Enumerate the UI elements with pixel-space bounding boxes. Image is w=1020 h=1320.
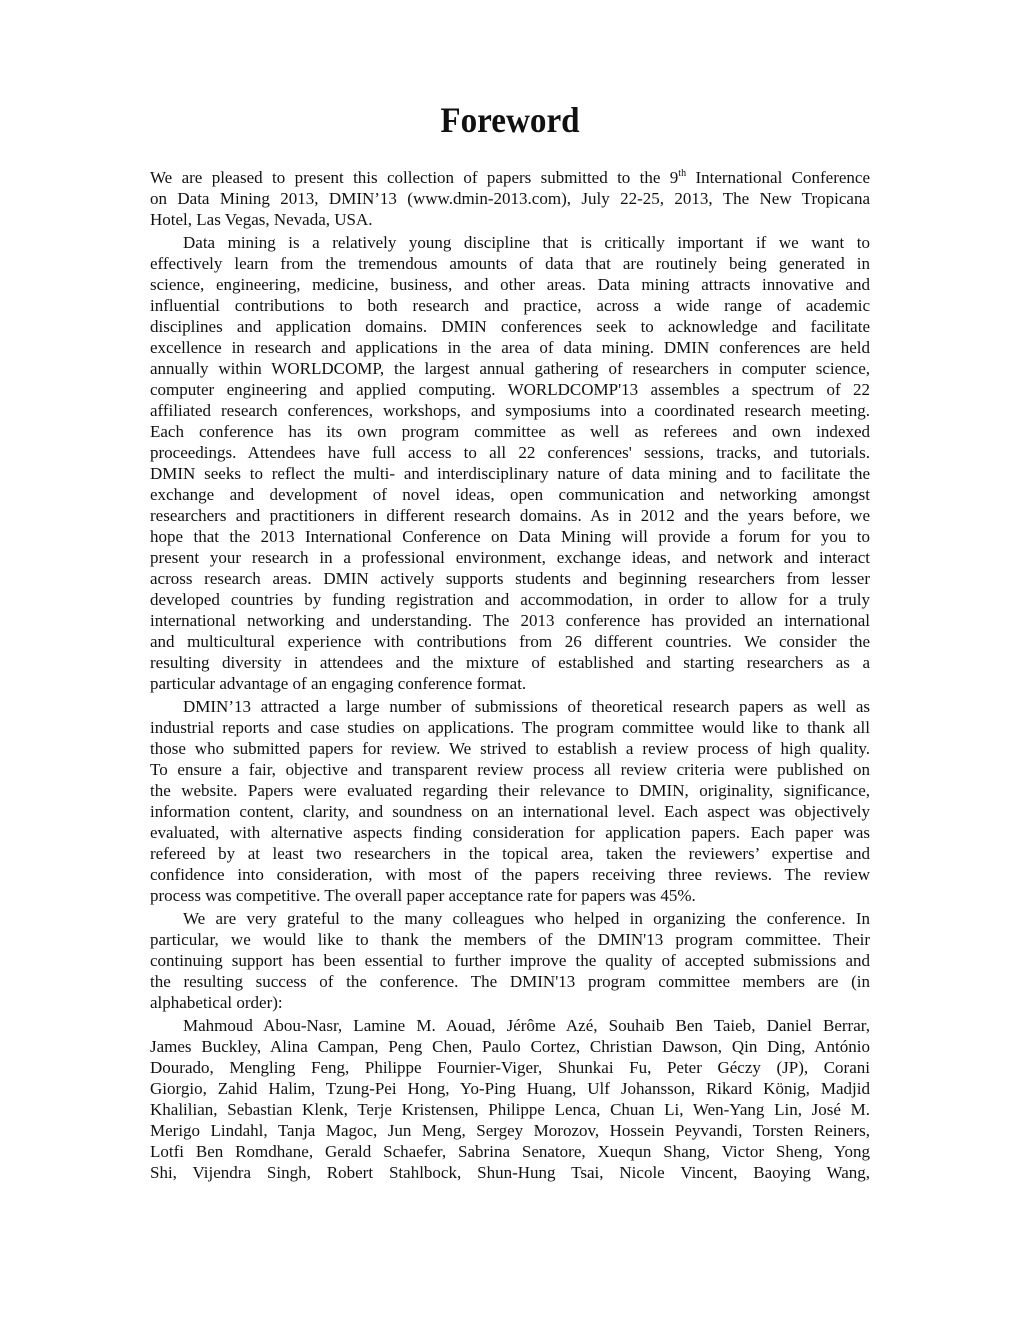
paragraph-committee-members [150, 1015, 870, 1183]
text-line: James Buckley, Alina Campan, Peng Chen, Paulo Cortez, Christian Dawson, Qin Ding, António [150, 1037, 870, 1056]
text-line: present your research in a professional environment, exchange ideas, and network and interact [150, 548, 870, 567]
text-line: Data mining is a relatively young discipline that is critically important if we want to [183, 233, 870, 252]
text-line: excellence in research and applications in the area of data mining. DMIN conferences are held [150, 338, 870, 357]
text-line: DMIN seeks to reflect the multi- and interdisciplinary nature of data mining and to facilitate the [150, 464, 870, 483]
text-line: and multicultural experience with contributions from 26 different countries. We consider the [150, 632, 870, 651]
text-line: confidence into consideration, with most of the papers receiving three reviews. The review [150, 865, 870, 884]
text-line: particular advantage of an engaging conference format. [150, 674, 527, 693]
text-line: alphabetical order): [150, 993, 283, 1012]
text-line: Giorgio, Zahid Halim, Tzung-Pei Hong, Yo-Ping Huang, Ulf Johansson, Rikard König, Madjid [150, 1079, 870, 1098]
text-line: developed countries by funding registration and accommodation, in order to allow for a truly [150, 590, 870, 609]
text-line: We are pleased to present this collection of papers submitted to the 9th International Conference [150, 168, 870, 187]
text-line: proceedings. Attendees have full access to all 22 conferences' sessions, tracks, and tutorials. [150, 443, 870, 462]
text-line: influential contributions to both research and practice, across a wide range of academic [150, 296, 870, 315]
text-line: researchers and practitioners in different research domains. As in 2012 and the years before, we [150, 506, 870, 525]
text-line: evaluated, with alternative aspects finding consideration for application papers. Each paper was [150, 823, 870, 842]
text-line: refereed by at least two researchers in the topical area, taken the reviewers’ expertise and [150, 844, 870, 863]
page-title: Foreword [440, 100, 580, 140]
paragraph-intro [150, 167, 870, 230]
text-line: Hotel, Las Vegas, Nevada, USA. [150, 210, 373, 229]
paragraph-thanks [150, 908, 870, 1013]
text-line: those who submitted papers for review. We strived to establish a review process of high quality. [150, 739, 870, 758]
text-line: Lotfi Ben Romdhane, Gerald Schaefer, Sabrina Senatore, Xuequn Shang, Victor Sheng, Yong [150, 1142, 870, 1161]
text-line: international networking and understanding. The 2013 conference has provided an international [150, 611, 870, 630]
text-line: across research areas. DMIN actively supports students and beginning researchers from lesser [150, 569, 870, 588]
text-line: Khalilian, Sebastian Klenk, Terje Kristensen, Philippe Lenca, Chuan Li, Wen-Yang Lin, José M. [150, 1100, 870, 1119]
text-line: exchange and development of novel ideas, open communication and networking amongst [150, 485, 870, 504]
text-line: Each conference has its own program committee as well as referees and own indexed [150, 422, 870, 441]
text-line: Dourado, Mengling Feng, Philippe Fournier-Viger, Shunkai Fu, Peter Géczy (JP), Corani [150, 1058, 870, 1077]
text-line: To ensure a fair, objective and transparent review process all review criteria were published on [150, 760, 870, 779]
text-line: information content, clarity, and soundness on an international level. Each aspect was objectively [150, 802, 870, 821]
text-line: process was competitive. The overall paper acceptance rate for papers was 45%. [150, 886, 696, 905]
text-line: hope that the 2013 International Conference on Data Mining will provide a forum for you to [150, 527, 870, 546]
text-line: computer engineering and applied computing. WORLDCOMP'13 assembles a spectrum of 22 [150, 380, 870, 399]
text-line: the resulting success of the conference. The DMIN'13 program committee members are (in [150, 972, 870, 991]
paragraph-review-process [150, 696, 870, 906]
text-line: effectively learn from the tremendous amounts of data that are routinely being generated in [150, 254, 870, 273]
text-line: We are very grateful to the many colleagues who helped in organizing the conference. In [183, 909, 870, 928]
text-line: the website. Papers were evaluated regarding their relevance to DMIN, originality, significance, [150, 781, 870, 800]
text-line: continuing support has been essential to further improve the quality of accepted submissions and [150, 951, 870, 970]
text-line: DMIN’13 attracted a large number of submissions of theoretical research papers as well as [183, 697, 870, 716]
text-line: particular, we would like to thank the members of the DMIN'13 program committee. Their [150, 930, 870, 949]
text-line: science, engineering, medicine, business, and other areas. Data mining attracts innovative and [150, 275, 870, 294]
text-line: annually within WORLDCOMP, the largest annual gathering of researchers in computer science, [150, 359, 870, 378]
text-line: Merigo Lindahl, Tanja Magoc, Jun Meng, Sergey Morozov, Hossein Peyvandi, Torsten Reiners, [150, 1121, 870, 1140]
text-line: disciplines and application domains. DMIN conferences seek to acknowledge and facilitate [150, 317, 870, 336]
text-line: Mahmoud Abou-Nasr, Lamine M. Aouad, Jérôme Azé, Souhaib Ben Taieb, Daniel Berrar, [183, 1016, 870, 1035]
text-line: industrial reports and case studies on applications. The program committee would like to thank all [150, 718, 870, 737]
text-line: affiliated research conferences, workshops, and symposiums into a coordinated research meeting. [150, 401, 870, 420]
superscript-ordinal: th [678, 168, 687, 179]
text-line: Shi, Vijendra Singh, Robert Stahlbock, Shun-Hung Tsai, Nicole Vincent, Baoying Wang, [150, 1163, 870, 1182]
text-line: resulting diversity in attendees and the mixture of established and starting researchers as a [150, 653, 870, 672]
document-body [150, 167, 870, 1185]
text-line: on Data Mining 2013, DMIN’13 (www.dmin-2013.com), July 22-25, 2013, The New Tropicana [150, 189, 870, 208]
paragraph-data-mining [150, 232, 870, 694]
